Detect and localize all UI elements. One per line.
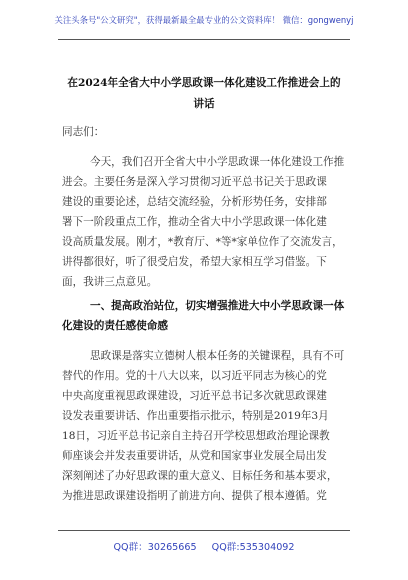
text-line: 设发表重要讲话、作出重要指示批示，特别是2019年3月 [62, 410, 329, 422]
text-line: 思政课是落实立德树人根本任务的关键课程，具有不可 [90, 350, 345, 362]
text-line: 今天，我们召开全省大中小学思政课一体化建设工作推 [90, 156, 345, 168]
text-line: 为推进思政课建设指明了前进方向、提供了根本遵循。党 [62, 490, 327, 502]
page-header-banner: 关注头条号"公文研究"，获得最新最全最专业的公文资料库！ 微信：gongwenyj [54, 15, 354, 25]
text-line: 中央高度重视思政课建设，习近平总书记多次就思政课建 [62, 390, 327, 402]
heading-line: 一、提高政治站位，切实增强推进大中小学思政课一体 [90, 300, 345, 312]
text-line: 深刻阐述了办好思政课的重大意义、目标任务和基本要求， [62, 470, 338, 482]
text-line: 建设的重要论述，总结交流经验，分析形势任务，安排部 [62, 196, 327, 208]
text-line: 设高质量发展。刚才，*教育厅、*等*家单位作了交流发言， [62, 236, 343, 248]
text-line: 替代的作用。党的十八大以来，以习近平同志为核心的党 [62, 370, 327, 382]
heading-line: 化建设的责任感使命感 [62, 320, 168, 332]
page-footer [0, 539, 408, 553]
qq-group-1: QQ群：30265665 [113, 542, 197, 553]
text-line: 18日，习近平总书记亲自主持召开学校思想政治理论课教 [62, 430, 330, 442]
text-line: 面，我讲三点意见。 [62, 276, 158, 288]
text-line: 署下一阶段重点工作，推动全省大中小学思政课一体化建 [62, 216, 327, 228]
document-title-line-2: 讲话 [193, 98, 215, 110]
qq-group-2: QQ群:535304092 [211, 542, 295, 553]
text-line: 进会。主要任务是深入学习贯彻习近平总书记关于思政课 [62, 176, 327, 188]
text-line: 师座谈会并发表重要讲话，从党和国家事业发展全局出发 [62, 450, 327, 462]
text-line: 讲得都很好，听了很受启发，希望大家相互学习借鉴。下 [62, 256, 327, 268]
salutation: 同志们： [62, 126, 105, 138]
header-divider [58, 39, 350, 40]
document-title-line-1: 在2024年全省大中小学思政课一体化建设工作推进会上的 [67, 77, 341, 89]
footer-divider [58, 530, 350, 531]
